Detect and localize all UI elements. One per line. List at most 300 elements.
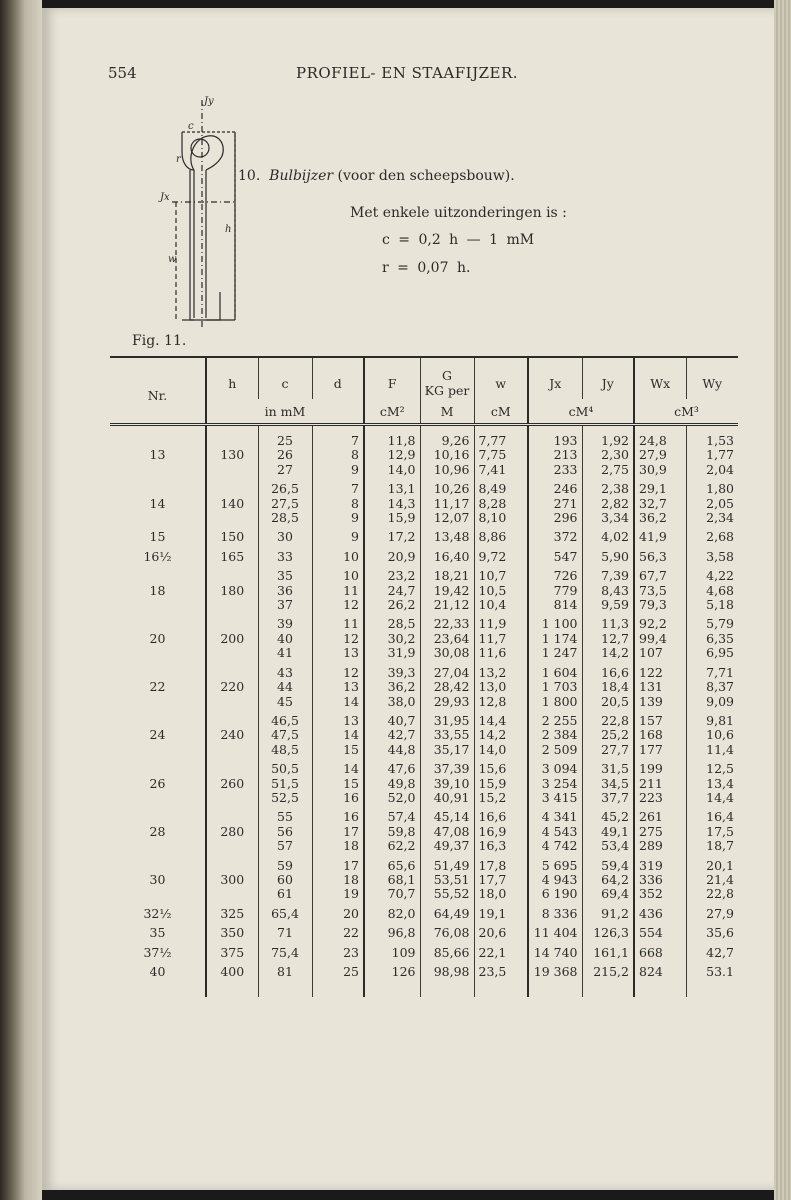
cell-Jx: 4 742 bbox=[528, 839, 582, 853]
cell-h: 140 bbox=[206, 497, 258, 511]
cell-Wx: 41,9 bbox=[634, 525, 686, 544]
cell-Wy: 2,68 bbox=[686, 525, 738, 544]
cell-Jx: 296 bbox=[528, 511, 582, 525]
cell-G: 39,10 bbox=[420, 777, 474, 791]
cell-Wy: 12,5 bbox=[686, 757, 738, 776]
cell-Jx: 4 543 bbox=[528, 825, 582, 839]
filler-cell bbox=[528, 979, 582, 997]
cell-F: 39,3 bbox=[364, 661, 420, 680]
cell-Wy: 2,05 bbox=[686, 497, 738, 511]
cell-d: 9 bbox=[312, 463, 364, 477]
cell-h: 180 bbox=[206, 584, 258, 598]
page-header bbox=[108, 64, 701, 84]
cell-F: 109 bbox=[364, 941, 420, 960]
cell-Wx: 352 bbox=[634, 887, 686, 901]
cell-G: 18,21 bbox=[420, 564, 474, 583]
cell-d: 10 bbox=[312, 564, 364, 583]
cell-Wy: 1,77 bbox=[686, 448, 738, 462]
cell-G: 64,49 bbox=[420, 902, 474, 921]
cell-nr: 13 bbox=[149, 447, 166, 463]
cell-nr: 15 bbox=[149, 529, 166, 545]
cell-nr bbox=[110, 743, 206, 757]
cell-Jy: 37,7 bbox=[582, 791, 634, 805]
table-filler-row bbox=[110, 979, 738, 997]
cell-d: 9 bbox=[312, 525, 364, 544]
cell-Jy: 2,75 bbox=[582, 463, 634, 477]
cell-F: 15,9 bbox=[364, 511, 420, 525]
cell-nr bbox=[110, 887, 206, 901]
cell-h bbox=[206, 598, 258, 612]
cell-Jx: 4 943 bbox=[528, 873, 582, 887]
cell-d: 12 bbox=[312, 661, 364, 680]
cell-Wx: 99,4 bbox=[634, 632, 686, 646]
cell-G: 51,49 bbox=[420, 854, 474, 873]
cell-Wy: 53.1 bbox=[686, 960, 738, 979]
cell-c: 48,5 bbox=[258, 743, 312, 757]
table-row bbox=[110, 545, 738, 564]
cell-Jy: 126,3 bbox=[582, 921, 634, 940]
table-row bbox=[110, 805, 738, 824]
table-row bbox=[110, 791, 738, 805]
cell-G: 45,14 bbox=[420, 805, 474, 824]
cell-d: 15 bbox=[312, 777, 364, 791]
cell-w: 8,10 bbox=[474, 511, 528, 525]
table-row bbox=[110, 448, 738, 462]
cell-c: 65,4 bbox=[258, 902, 312, 921]
cell-w: 8,49 bbox=[474, 477, 528, 496]
cell-h bbox=[206, 477, 258, 496]
col-Jy: Jy bbox=[582, 357, 634, 399]
cell-d: 8 bbox=[312, 448, 364, 462]
label-w: w bbox=[168, 254, 177, 265]
cell-Wx: 336 bbox=[634, 873, 686, 887]
table-row bbox=[110, 564, 738, 583]
cell-h: 130 bbox=[206, 448, 258, 462]
cell-h bbox=[206, 612, 258, 631]
cell-d: 11 bbox=[312, 612, 364, 631]
table-row bbox=[110, 695, 738, 709]
cell-F: 82,0 bbox=[364, 902, 420, 921]
bulb-iron-table bbox=[110, 356, 738, 997]
table-row bbox=[110, 960, 738, 979]
cell-Jy: 49,1 bbox=[582, 825, 634, 839]
cell-w: 20,6 bbox=[474, 921, 528, 940]
table-row bbox=[110, 646, 738, 660]
cell-F: 11,8 bbox=[364, 425, 420, 449]
cell-Wy: 35,6 bbox=[686, 921, 738, 940]
cell-w: 11,6 bbox=[474, 646, 528, 660]
cell-c: 26 bbox=[258, 448, 312, 462]
cell-Jy: 22,8 bbox=[582, 709, 634, 728]
cell-G: 29,93 bbox=[420, 695, 474, 709]
cell-Jy: 69,4 bbox=[582, 887, 634, 901]
cell-d: 7 bbox=[312, 425, 364, 449]
cell-h: 350 bbox=[206, 921, 258, 940]
cell-Wx: 56,3 bbox=[634, 545, 686, 564]
cell-nr bbox=[110, 791, 206, 805]
cell-F: 24,7 bbox=[364, 584, 420, 598]
cell-Wx: 275 bbox=[634, 825, 686, 839]
cell-w: 18,0 bbox=[474, 887, 528, 901]
cell-G: 76,08 bbox=[420, 921, 474, 940]
cell-c: 56 bbox=[258, 825, 312, 839]
unit-w: cM bbox=[474, 399, 528, 425]
col-G-label: G bbox=[442, 368, 452, 383]
cell-F: 38,0 bbox=[364, 695, 420, 709]
table-row bbox=[110, 632, 738, 646]
cell-F: 52,0 bbox=[364, 791, 420, 805]
cell-d: 18 bbox=[312, 839, 364, 853]
cell-Jx: 233 bbox=[528, 463, 582, 477]
cell-G: 23,64 bbox=[420, 632, 474, 646]
cell-d: 25 bbox=[312, 960, 364, 979]
cell-F: 14,3 bbox=[364, 497, 420, 511]
cell-Wy: 6,95 bbox=[686, 646, 738, 660]
cell-w: 17,8 bbox=[474, 854, 528, 873]
cell-Jy: 53,4 bbox=[582, 839, 634, 853]
cell-d: 14 bbox=[312, 695, 364, 709]
cell-Wx: 27,9 bbox=[634, 448, 686, 462]
table-row bbox=[110, 902, 738, 921]
col-c: c bbox=[258, 357, 312, 399]
cell-d: 13 bbox=[312, 709, 364, 728]
cell-c: 57 bbox=[258, 839, 312, 853]
cell-G: 16,40 bbox=[420, 545, 474, 564]
cell-w: 11,9 bbox=[474, 612, 528, 631]
table-row bbox=[110, 839, 738, 853]
cell-F: 42,7 bbox=[364, 728, 420, 742]
table-row bbox=[110, 477, 738, 496]
cell-nr: 14 bbox=[149, 495, 166, 511]
cell-d: 23 bbox=[312, 941, 364, 960]
cell-w: 11,7 bbox=[474, 632, 528, 646]
cell-Wx: 436 bbox=[634, 902, 686, 921]
table-row bbox=[110, 425, 738, 449]
cell-w: 8,86 bbox=[474, 525, 528, 544]
cell-nr: 32½ bbox=[143, 905, 172, 921]
cell-c: 27,5 bbox=[258, 497, 312, 511]
col-G-sub: KG per bbox=[424, 383, 470, 398]
cell-c: 39 bbox=[258, 612, 312, 631]
cell-Wx: 177 bbox=[634, 743, 686, 757]
cell-c: 41 bbox=[258, 646, 312, 660]
cell-G: 55,52 bbox=[420, 887, 474, 901]
label-r: r bbox=[176, 154, 181, 165]
cell-c: 35 bbox=[258, 564, 312, 583]
cell-Wy: 16,4 bbox=[686, 805, 738, 824]
cell-Jx: 271 bbox=[528, 497, 582, 511]
cell-h: 300 bbox=[206, 873, 258, 887]
cell-nr: 30 bbox=[149, 871, 166, 887]
cell-d: 9 bbox=[312, 511, 364, 525]
cell-Jx: 1 703 bbox=[528, 680, 582, 694]
cell-Wy: 9,81 bbox=[686, 709, 738, 728]
cell-Jx: 372 bbox=[528, 525, 582, 544]
cell-w: 10,4 bbox=[474, 598, 528, 612]
cell-c: 52,5 bbox=[258, 791, 312, 805]
cell-Jx: 246 bbox=[528, 477, 582, 496]
cell-h: 400 bbox=[206, 960, 258, 979]
cell-Jy: 18,4 bbox=[582, 680, 634, 694]
cell-Jx: 5 695 bbox=[528, 854, 582, 873]
cell-nr: 35 bbox=[149, 925, 166, 941]
cell-Jx: 3 094 bbox=[528, 757, 582, 776]
cell-Wy: 5,79 bbox=[686, 612, 738, 631]
formula-r: r = 0,07 h. bbox=[382, 260, 471, 276]
cell-nr bbox=[110, 425, 206, 449]
cell-Wx: 79,3 bbox=[634, 598, 686, 612]
cell-d: 7 bbox=[312, 477, 364, 496]
cell-c: 50,5 bbox=[258, 757, 312, 776]
cell-nr bbox=[110, 477, 206, 496]
table-row bbox=[110, 497, 738, 511]
cell-Jx: 193 bbox=[528, 425, 582, 449]
cell-w: 19,1 bbox=[474, 902, 528, 921]
cell-Jy: 7,39 bbox=[582, 564, 634, 583]
cell-h bbox=[206, 695, 258, 709]
cell-F: 23,2 bbox=[364, 564, 420, 583]
cell-Wy: 8,37 bbox=[686, 680, 738, 694]
cell-Jx: 6 190 bbox=[528, 887, 582, 901]
cell-Jx: 726 bbox=[528, 564, 582, 583]
cell-Wx: 168 bbox=[634, 728, 686, 742]
cell-c: 40 bbox=[258, 632, 312, 646]
cell-h: 240 bbox=[206, 728, 258, 742]
cell-w: 16,3 bbox=[474, 839, 528, 853]
filler-cell bbox=[312, 979, 364, 997]
cell-nr bbox=[110, 598, 206, 612]
cell-w: 16,6 bbox=[474, 805, 528, 824]
cell-nr bbox=[110, 661, 206, 680]
cell-Jx: 11 404 bbox=[528, 921, 582, 940]
table-body bbox=[110, 425, 738, 998]
cell-Jx: 1 247 bbox=[528, 646, 582, 660]
cell-Jx: 2 255 bbox=[528, 709, 582, 728]
cell-Jy: 1,92 bbox=[582, 425, 634, 449]
cell-h bbox=[206, 805, 258, 824]
filler-cell bbox=[582, 979, 634, 997]
cell-G: 37,39 bbox=[420, 757, 474, 776]
cell-F: 12,9 bbox=[364, 448, 420, 462]
cell-Wx: 92,2 bbox=[634, 612, 686, 631]
cell-c: 60 bbox=[258, 873, 312, 887]
col-Wx: Wx bbox=[634, 357, 686, 399]
cell-h: 325 bbox=[206, 902, 258, 921]
cell-h bbox=[206, 709, 258, 728]
cell-F: 126 bbox=[364, 960, 420, 979]
cell-Jy: 14,2 bbox=[582, 646, 634, 660]
cell-h: 375 bbox=[206, 941, 258, 960]
cell-Wy: 2,34 bbox=[686, 511, 738, 525]
filler-cell bbox=[686, 979, 738, 997]
cell-Jx: 1 800 bbox=[528, 695, 582, 709]
cell-h bbox=[206, 757, 258, 776]
cell-Wy: 10,6 bbox=[686, 728, 738, 742]
section-title: Bulbijzer bbox=[269, 168, 334, 184]
cell-Jx: 4 341 bbox=[528, 805, 582, 824]
cell-F: 17,2 bbox=[364, 525, 420, 544]
cell-Wy: 6,35 bbox=[686, 632, 738, 646]
filler-cell bbox=[110, 979, 206, 997]
cell-d: 12 bbox=[312, 598, 364, 612]
cell-Wx: 32,7 bbox=[634, 497, 686, 511]
cell-h bbox=[206, 425, 258, 449]
table-row bbox=[110, 825, 738, 839]
cell-F: 70,7 bbox=[364, 887, 420, 901]
cell-c: 25 bbox=[258, 425, 312, 449]
cell-w: 14,0 bbox=[474, 743, 528, 757]
cell-Wx: 824 bbox=[634, 960, 686, 979]
cell-nr: 40 bbox=[149, 964, 166, 979]
cell-G: 10,96 bbox=[420, 463, 474, 477]
cell-G: 98,98 bbox=[420, 960, 474, 979]
book-spine bbox=[0, 0, 42, 1200]
cell-Wy: 3,58 bbox=[686, 545, 738, 564]
cell-G: 11,17 bbox=[420, 497, 474, 511]
cell-h: 280 bbox=[206, 825, 258, 839]
table-row bbox=[110, 777, 738, 791]
cell-Jx: 8 336 bbox=[528, 902, 582, 921]
cell-Wx: 131 bbox=[634, 680, 686, 694]
cell-G: 35,17 bbox=[420, 743, 474, 757]
cell-Wx: 29,1 bbox=[634, 477, 686, 496]
table-row bbox=[110, 463, 738, 477]
cell-Jy: 64,2 bbox=[582, 873, 634, 887]
cell-Jx: 1 100 bbox=[528, 612, 582, 631]
cell-c: 61 bbox=[258, 887, 312, 901]
cell-nr bbox=[110, 612, 206, 631]
table-row bbox=[110, 873, 738, 887]
cell-h: 200 bbox=[206, 632, 258, 646]
cell-G: 47,08 bbox=[420, 825, 474, 839]
cell-c: 55 bbox=[258, 805, 312, 824]
section-heading bbox=[238, 168, 515, 184]
cell-Jy: 11,3 bbox=[582, 612, 634, 631]
cell-w: 22,1 bbox=[474, 941, 528, 960]
cell-w: 14,4 bbox=[474, 709, 528, 728]
cell-Jx: 14 740 bbox=[528, 941, 582, 960]
table-row bbox=[110, 743, 738, 757]
cell-h bbox=[206, 887, 258, 901]
cell-Wx: 211 bbox=[634, 777, 686, 791]
table-row bbox=[110, 598, 738, 612]
cell-F: 40,7 bbox=[364, 709, 420, 728]
figure-caption: Fig. 11. bbox=[132, 333, 187, 349]
cell-d: 15 bbox=[312, 743, 364, 757]
cell-d: 16 bbox=[312, 805, 364, 824]
cell-w: 10,5 bbox=[474, 584, 528, 598]
cell-h: 220 bbox=[206, 680, 258, 694]
cell-Jx: 547 bbox=[528, 545, 582, 564]
cell-F: 20,9 bbox=[364, 545, 420, 564]
cell-F: 14,0 bbox=[364, 463, 420, 477]
cell-Jx: 19 368 bbox=[528, 960, 582, 979]
cell-d: 18 bbox=[312, 873, 364, 887]
cell-h: 260 bbox=[206, 777, 258, 791]
cell-Jy: 8,43 bbox=[582, 584, 634, 598]
table-row bbox=[110, 854, 738, 873]
cell-Wx: 319 bbox=[634, 854, 686, 873]
cell-F: 57,4 bbox=[364, 805, 420, 824]
cell-Wy: 21,4 bbox=[686, 873, 738, 887]
cell-Jy: 2,82 bbox=[582, 497, 634, 511]
page-edges bbox=[774, 0, 791, 1200]
note-intro: Met enkele uitzonderingen is : bbox=[350, 205, 567, 221]
cell-Wx: 223 bbox=[634, 791, 686, 805]
cell-G: 10,16 bbox=[420, 448, 474, 462]
cell-Jy: 161,1 bbox=[582, 941, 634, 960]
cell-Jy: 27,7 bbox=[582, 743, 634, 757]
cell-Wy: 17,5 bbox=[686, 825, 738, 839]
cell-G: 30,08 bbox=[420, 646, 474, 660]
col-d: d bbox=[312, 357, 364, 399]
cell-G: 28,42 bbox=[420, 680, 474, 694]
cell-Jx: 2 384 bbox=[528, 728, 582, 742]
cell-F: 68,1 bbox=[364, 873, 420, 887]
cell-F: 26,2 bbox=[364, 598, 420, 612]
cell-Jy: 91,2 bbox=[582, 902, 634, 921]
filler-cell bbox=[420, 979, 474, 997]
col-F: F bbox=[364, 357, 420, 399]
cell-h bbox=[206, 743, 258, 757]
cell-nr: 37½ bbox=[143, 944, 172, 960]
cell-w: 8,28 bbox=[474, 497, 528, 511]
cell-Wy: 42,7 bbox=[686, 941, 738, 960]
unit-G: M bbox=[420, 399, 474, 425]
cell-G: 21,12 bbox=[420, 598, 474, 612]
cell-Wx: 157 bbox=[634, 709, 686, 728]
cell-G: 13,48 bbox=[420, 525, 474, 544]
cell-Jy: 9,59 bbox=[582, 598, 634, 612]
table-row bbox=[110, 525, 738, 544]
cell-F: 62,2 bbox=[364, 839, 420, 853]
cell-d: 17 bbox=[312, 825, 364, 839]
table-row bbox=[110, 511, 738, 525]
table-row bbox=[110, 757, 738, 776]
table-row bbox=[110, 680, 738, 694]
cell-F: 36,2 bbox=[364, 680, 420, 694]
cell-nr: 22 bbox=[149, 679, 166, 695]
cell-G: 10,26 bbox=[420, 477, 474, 496]
table-row bbox=[110, 584, 738, 598]
cell-Wy: 13,4 bbox=[686, 777, 738, 791]
bulb-iron-profile-figure bbox=[110, 92, 232, 342]
cell-w: 12,8 bbox=[474, 695, 528, 709]
cell-c: 45 bbox=[258, 695, 312, 709]
cell-G: 9,26 bbox=[420, 425, 474, 449]
unit-mm: in mM bbox=[206, 399, 364, 425]
cell-nr bbox=[110, 757, 206, 776]
cell-nr: 18 bbox=[149, 582, 166, 598]
cell-Wx: 36,2 bbox=[634, 511, 686, 525]
cell-c: 28,5 bbox=[258, 511, 312, 525]
cell-w: 10,7 bbox=[474, 564, 528, 583]
label-jx: Jx bbox=[160, 192, 170, 203]
cell-Jx: 213 bbox=[528, 448, 582, 462]
cell-G: 31,95 bbox=[420, 709, 474, 728]
cell-nr: 16½ bbox=[143, 548, 172, 564]
table-header bbox=[110, 357, 738, 425]
cell-Wx: 24,8 bbox=[634, 425, 686, 449]
cell-Jy: 2,30 bbox=[582, 448, 634, 462]
cell-nr bbox=[110, 709, 206, 728]
cell-Jy: 12,7 bbox=[582, 632, 634, 646]
cell-Jx: 3 415 bbox=[528, 791, 582, 805]
cell-Wx: 30,9 bbox=[634, 463, 686, 477]
cell-G: 33,55 bbox=[420, 728, 474, 742]
cell-Jy: 2,38 bbox=[582, 477, 634, 496]
cell-c: 59 bbox=[258, 854, 312, 873]
